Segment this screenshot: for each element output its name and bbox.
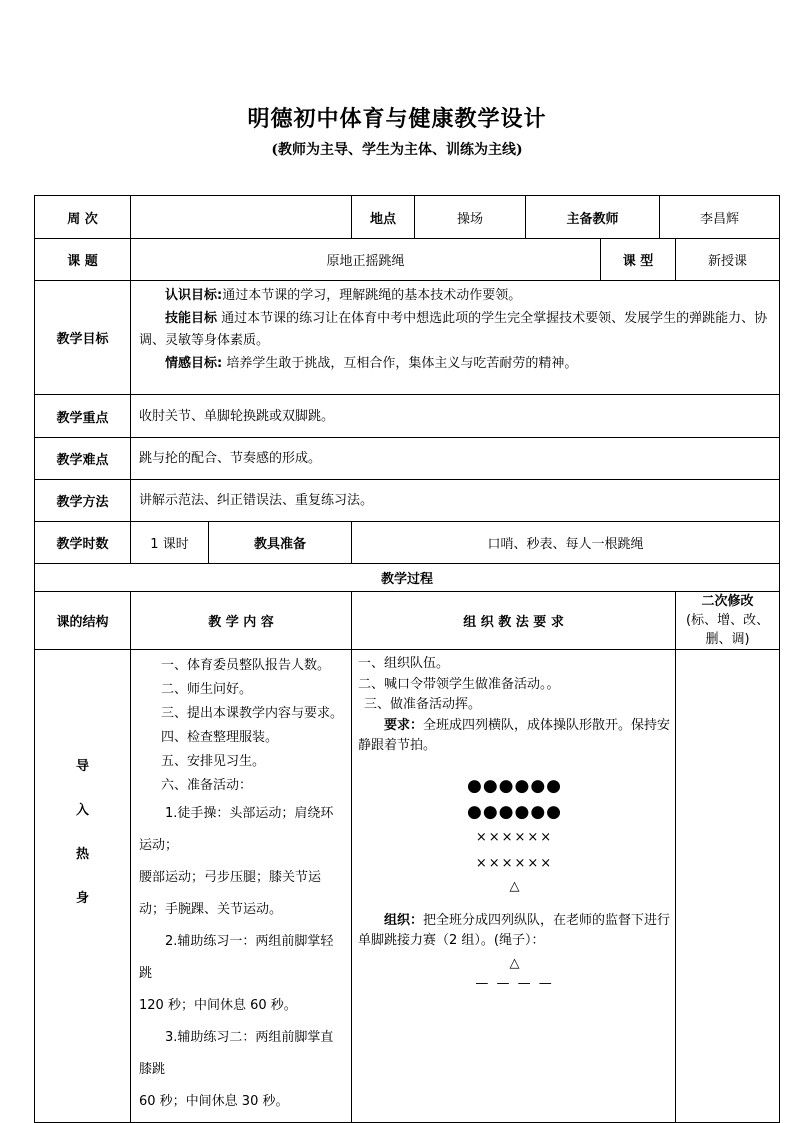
col-structure: 课的结构	[35, 592, 131, 650]
content-item-1: 一、体育委员整队报告人数。	[161, 658, 331, 673]
exercise-2-rest: 120 秒；中间休息 60 秒。	[139, 998, 297, 1013]
organization-label: 组织：	[384, 912, 424, 928]
organization-note	[358, 911, 671, 952]
lesson-plan-table	[34, 195, 780, 1123]
key-points-row	[35, 395, 780, 438]
equipment-value: 口哨、秒表、每人一根跳绳	[352, 522, 780, 564]
hours-value: 1 课时	[131, 522, 209, 564]
exercise-1-rest: 腰部运动；弓步压腿；膝关节运动；手腕踝、关节运动。	[139, 870, 322, 917]
exercise-2-first: 2.辅助练习一：两组前脚掌轻跳	[139, 934, 334, 981]
structure-char-4: 身	[75, 891, 89, 906]
cognitive-text: 通过本节课的学习，理解跳绳的基本技术动作要领。	[222, 288, 522, 303]
col-org: 组 织 教 法 要 求	[352, 592, 676, 650]
org-step-1: 一、组织队伍。	[358, 656, 450, 671]
week-value	[131, 196, 352, 239]
requirement-text: 全班成四列横队，成体操队形散开。保持安静跟着节拍。	[358, 717, 671, 753]
difficulties-label: 教学难点	[35, 438, 131, 480]
exercise-3-rest: 60 秒；中间休息 30 秒。	[139, 1094, 289, 1109]
type-label: 课 型	[601, 239, 676, 281]
methods-text: 讲解示范法、纠正错误法、重复练习法。	[131, 480, 780, 522]
warmup-organization	[352, 650, 676, 1123]
hours-label: 教学时数	[35, 522, 131, 564]
warmup-structure-label	[35, 650, 131, 1123]
difficulties-text: 跳与抡的配合、节奏感的形成。	[131, 438, 780, 480]
relay-lines: — — — —	[475, 975, 554, 991]
hours-row	[35, 522, 780, 564]
structure-char-1: 导	[75, 759, 89, 774]
content-item-2: 二、师生问好。	[161, 682, 253, 697]
process-title: 教学过程	[35, 564, 780, 592]
relay-teacher-triangle-icon: △	[509, 955, 520, 971]
org-step-2: 二、喊口令带领学生做准备活动。。	[358, 676, 560, 692]
difficulties-row	[35, 438, 780, 480]
col-revision-title: 二次修改	[701, 594, 754, 609]
student-dots-row-2: ●●●●●●	[467, 801, 563, 822]
org-step-3: 三、做准备活动挥。	[364, 697, 482, 712]
process-title-row	[35, 564, 780, 592]
teacher-value: 李昌辉	[660, 196, 780, 239]
info-row-2	[35, 239, 780, 281]
objectives-row	[35, 281, 780, 395]
warmup-row	[35, 650, 780, 1123]
info-row-1	[35, 196, 780, 239]
content-item-6: 六、准备活动：	[161, 778, 253, 793]
structure-char-3: 热	[75, 847, 89, 862]
emotion-label: 情感目标:	[165, 355, 223, 371]
structure-char-2: 入	[75, 803, 89, 818]
content-item-3: 三、提出本课教学内容与要求。	[161, 706, 344, 721]
week-label: 周 次	[35, 196, 131, 239]
topic-value: 原地正摇跳绳	[131, 239, 601, 281]
emotion-text: 培养学生敢于挑战，互相合作，集体主义与吃苦耐劳的精神。	[222, 355, 578, 371]
skill-label: 技能目标	[165, 310, 218, 326]
revision-cell	[676, 650, 780, 1123]
col-revision-note: (标、增、改、删、调)	[686, 613, 770, 647]
teacher-label: 主备教师	[526, 196, 660, 239]
methods-label: 教学方法	[35, 480, 131, 522]
page-subtitle: (教师为主导、学生为主体、训练为主线)	[271, 142, 523, 158]
student-cross-row-1: ××××××	[475, 829, 554, 845]
requirement-label: 要求：	[384, 717, 424, 733]
key-points-label: 教学重点	[35, 395, 131, 438]
objectives-label: 教学目标	[35, 281, 131, 395]
requirement	[358, 716, 671, 757]
content-item-5: 五、安排见习生。	[161, 754, 266, 769]
student-dots-row-1: ●●●●●●	[467, 775, 563, 796]
teacher-triangle-icon: △	[509, 878, 520, 894]
organization-text: 把全班分成四列纵队，在老师的监督下进行单脚跳接力赛（2 组）。(绳子）：	[358, 912, 671, 948]
skill-text: 通过本节课的练习让在体育中考中想选此项的学生完全掌握技术要领、发展学生的弹跳能力、协调、灵敏等身体素质。	[139, 310, 768, 348]
key-points-text: 收肘关节、单脚轮换跳或双脚跳。	[131, 395, 780, 438]
col-content: 教 学 内 容	[131, 592, 352, 650]
objectives-content	[131, 281, 780, 395]
student-cross-row-2: ××××××	[475, 855, 554, 871]
exercise-1-first: 1.徒手操：头部运动；肩绕环运动；	[139, 806, 334, 853]
equipment-label: 教具准备	[209, 522, 352, 564]
location-value: 操场	[415, 196, 526, 239]
process-header-row	[35, 592, 780, 650]
warmup-content	[131, 650, 352, 1123]
formation-diagram	[358, 773, 671, 897]
methods-row	[35, 480, 780, 522]
content-item-4: 四、检查整理服装。	[161, 730, 279, 745]
page-title: 明德初中体育与健康教学设计	[247, 106, 547, 132]
col-revision	[676, 592, 780, 650]
location-label: 地点	[352, 196, 415, 239]
cognitive-label: 认识目标:	[165, 288, 223, 303]
exercise-3-first: 3.辅助练习二：两组前脚掌直膝跳	[139, 1030, 334, 1077]
topic-label: 课 题	[35, 239, 131, 281]
type-value: 新授课	[676, 239, 780, 281]
